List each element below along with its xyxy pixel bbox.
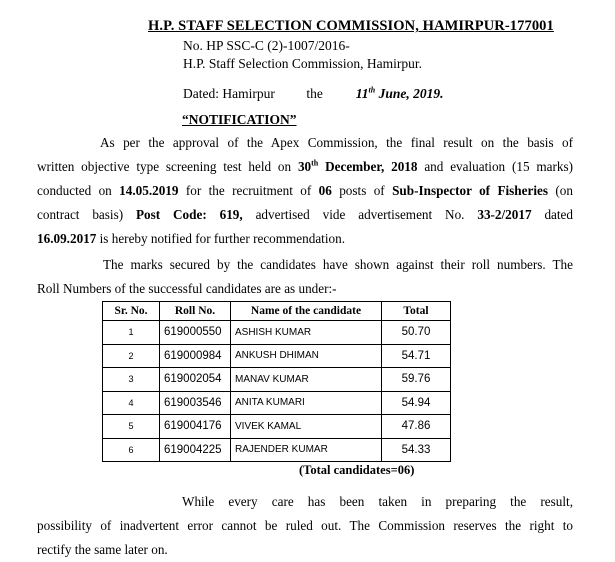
paragraph-2 [37, 253, 573, 301]
cell-total: 54.71 [382, 344, 451, 368]
cell-roll-no: 619003546 [160, 391, 231, 415]
cell-total: 54.94 [382, 391, 451, 415]
cell-candidate-name: ANITA KUMARI [231, 391, 382, 415]
cell-roll-no: 619004176 [160, 415, 231, 439]
para1-line-1: As per the approval of the Apex Commission, the final result on the basis of [100, 135, 573, 150]
table-row [103, 391, 451, 415]
date-line [183, 86, 443, 102]
notification-heading: “NOTIFICATION” [182, 112, 297, 127]
cell-sr-no: 5 [103, 415, 160, 439]
cell-roll-no: 619000984 [160, 344, 231, 368]
cell-roll-no: 619002054 [160, 368, 231, 392]
para1-line-2: written objective type screening test held on 30th December, 2018 and evaluation (15 marks) [37, 158, 573, 174]
header-total: Total [382, 302, 451, 321]
cell-sr-no: 4 [103, 391, 160, 415]
cell-sr-no: 1 [103, 321, 160, 345]
cell-total: 47.86 [382, 415, 451, 439]
cell-total: 50.70 [382, 321, 451, 345]
dated-prefix: Dated: Hamirpur [183, 86, 275, 101]
dated-the: the [306, 86, 323, 101]
results-table [102, 301, 451, 462]
office-name: H.P. Staff Selection Commission, Hamirpur. [183, 56, 422, 71]
dated-date: 11th June, 2019. [355, 85, 444, 101]
header-roll-no: Roll No. [160, 302, 231, 321]
table-row [103, 415, 451, 439]
paragraph-1 [37, 131, 573, 251]
paragraph-3 [37, 490, 573, 562]
header-candidate-name: Name of the candidate [231, 302, 382, 321]
cell-total: 54.33 [382, 438, 451, 462]
cell-roll-no: 619000550 [160, 321, 231, 345]
para2-line-1: The marks secured by the candidates have shown against their roll numbers. The [103, 257, 573, 272]
para1-line-4: contract basis) Post Code: 619, advertised vide advertisement No. 33-2/2017 dated [37, 207, 573, 222]
cell-total: 59.76 [382, 368, 451, 392]
table-row [103, 321, 451, 345]
para1-line-5: 16.09.2017 is hereby notified for further recommendation. [37, 231, 345, 246]
table-header-row [103, 302, 451, 321]
cell-roll-no: 619004225 [160, 438, 231, 462]
para3-line-2: possibility of inadvertent error cannot be ruled out. The Commission reserves the right to [37, 518, 573, 533]
para3-line-3: rectify the same later on. [37, 542, 168, 557]
cell-candidate-name: ASHISH KUMAR [231, 321, 382, 345]
cell-candidate-name: ANKUSH DHIMAN [231, 344, 382, 368]
table-row [103, 344, 451, 368]
cell-candidate-name: MANAV KUMAR [231, 368, 382, 392]
reference-number: No. HP SSC-C (2)-1007/2016- [183, 38, 350, 53]
para2-line-2: Roll Numbers of the successful candidates are as under:- [37, 281, 337, 296]
commission-title: H.P. STAFF SELECTION COMMISSION, HAMIRPUR-177001 [148, 18, 554, 34]
cell-sr-no: 6 [103, 438, 160, 462]
cell-sr-no: 3 [103, 368, 160, 392]
para3-line-1: While every care has been taken in preparing the result, [182, 494, 573, 509]
table-row [103, 438, 451, 462]
cell-candidate-name: RAJENDER KUMAR [231, 438, 382, 462]
cell-sr-no: 2 [103, 344, 160, 368]
para1-line-3: conducted on 14.05.2019 for the recruitment of 06 posts of Sub-Inspector of Fisheries (on [37, 183, 573, 198]
table-row [103, 368, 451, 392]
header-sr-no: Sr. No. [103, 302, 160, 321]
total-candidates-note: (Total candidates=06) [299, 463, 415, 477]
cell-candidate-name: VIVEK KAMAL [231, 415, 382, 439]
